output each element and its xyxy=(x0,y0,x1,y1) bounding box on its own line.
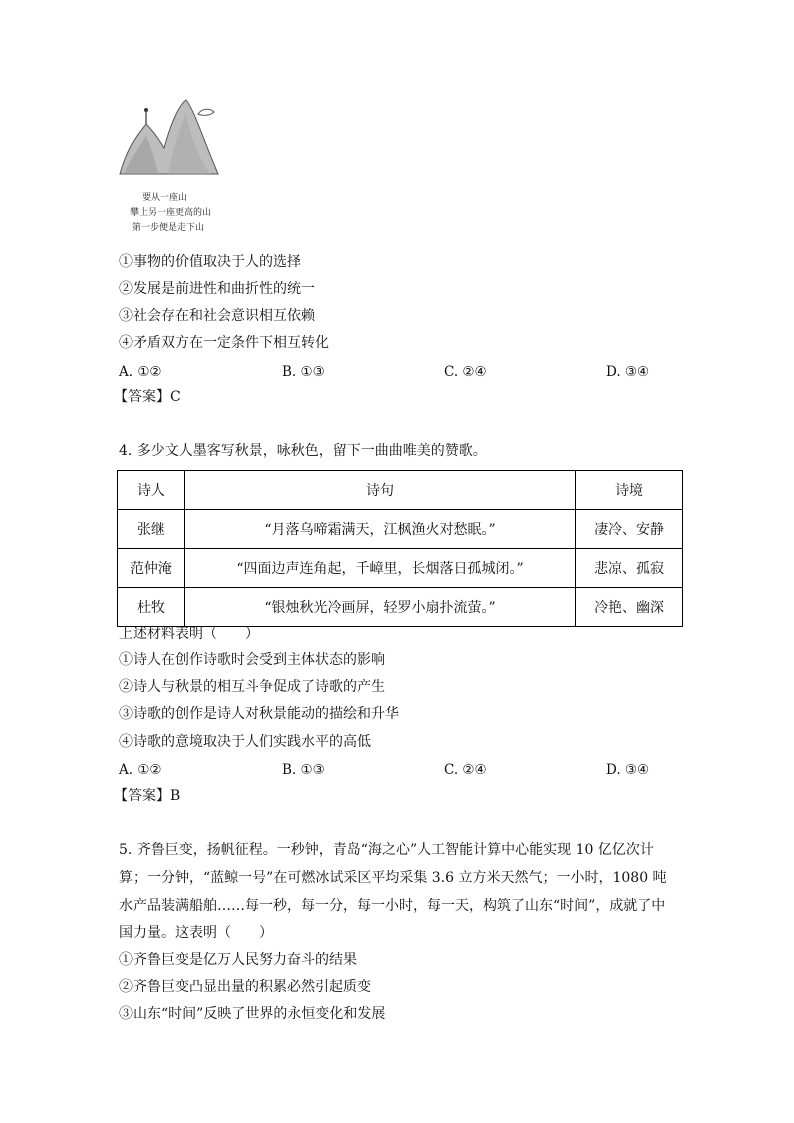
q3-option-d: D. ③④ xyxy=(606,364,650,380)
verse-cell: “四面边声连角起，千嶂里，长烟落日孤城闭。” xyxy=(184,549,575,588)
q4-stem: 4. 多少文人墨客写秋景，咏秋色，留下一曲曲唯美的赞歌。 xyxy=(119,443,487,459)
q3-option-c: C. ②④ xyxy=(444,364,487,380)
q5-statement-1: ①齐鲁巨变是亿万人民努力奋斗的结果 xyxy=(119,952,357,968)
mood-cell: 冷艳、幽深 xyxy=(576,588,683,627)
table-row xyxy=(118,549,683,588)
q5-stem-line-3: 水产品装满船舶……每一秒，每一分，每一小时，每一天，构筑了山东“时间”，成就了中 xyxy=(119,898,666,914)
q5-statement-3: ③山东“时间”反映了世界的永恒变化和发展 xyxy=(119,1006,386,1022)
mood-cell: 悲凉、孤寂 xyxy=(576,549,683,588)
q4-question: 上述材料表明（ ） xyxy=(119,626,259,642)
q4-statement-1: ①诗人在创作诗歌时会受到主体状态的影响 xyxy=(119,652,385,668)
q5-stem-line-4: 国力量。这表明（ ） xyxy=(119,925,273,941)
q3-statement-2: ②发展是前进性和曲折性的统一 xyxy=(119,281,315,297)
q4-option-a: A. ①② xyxy=(119,762,162,778)
mountain-sketch-icon xyxy=(118,96,228,186)
q3-answer: 【答案】C xyxy=(114,389,181,405)
illustration-caption-line-2: 攀上另一座更高的山 xyxy=(130,208,212,218)
poet-cell: 张继 xyxy=(118,510,185,549)
q3-statement-4: ④矛盾双方在一定条件下相互转化 xyxy=(119,335,329,351)
q5-statement-2: ②齐鲁巨变凸显出量的积累必然引起质变 xyxy=(119,979,371,995)
poet-cell: 杜牧 xyxy=(118,588,185,627)
mood-cell: 凄冷、安静 xyxy=(576,510,683,549)
header-poet: 诗人 xyxy=(118,471,185,510)
q4-option-b: B. ①③ xyxy=(282,762,325,778)
q4-statement-4: ④诗歌的意境取决于人们实践水平的高低 xyxy=(119,734,371,750)
verse-cell: “月落乌啼霜满天，江枫渔火对愁眠。” xyxy=(184,510,575,549)
header-mood: 诗境 xyxy=(576,471,683,510)
q3-statement-1: ①事物的价值取决于人的选择 xyxy=(119,254,301,270)
q4-option-d: D. ③④ xyxy=(606,762,650,778)
q4-statement-3: ③诗歌的创作是诗人对秋景能动的描绘和升华 xyxy=(119,706,399,722)
header-verse: 诗句 xyxy=(184,471,575,510)
poem-table xyxy=(117,470,683,627)
verse-cell: “银烛秋光冷画屏，轻罗小扇扑流萤。” xyxy=(184,588,575,627)
q3-statement-3: ③社会存在和社会意识相互依赖 xyxy=(119,308,315,324)
q3-option-a: A. ①② xyxy=(119,364,162,380)
table-row xyxy=(118,510,683,549)
mountain-illustration xyxy=(118,96,228,186)
q4-answer: 【答案】B xyxy=(114,788,181,804)
illustration-caption-line-3: 第一步便是走下山 xyxy=(132,223,205,233)
q3-option-b: B. ①③ xyxy=(282,364,325,380)
q4-statement-2: ②诗人与秋景的相互斗争促成了诗歌的产生 xyxy=(119,679,385,695)
poem-table-header-row xyxy=(118,471,683,510)
q4-option-c: C. ②④ xyxy=(444,762,487,778)
q5-stem-line-2: 算；一分钟，“蓝鲸一号”在可燃冰试采区平均采集 3.6 立方米天然气；一小时，1080 吨 xyxy=(119,870,667,886)
illustration-caption-line-1: 要从一座山 xyxy=(142,193,188,203)
poet-cell: 范仲淹 xyxy=(118,549,185,588)
q5-stem-line-1: 5. 齐鲁巨变，扬帆征程。一秒钟，青岛“海之心”人工智能计算中心能实现 10 亿亿次计 xyxy=(119,842,654,858)
table-row xyxy=(118,588,683,627)
